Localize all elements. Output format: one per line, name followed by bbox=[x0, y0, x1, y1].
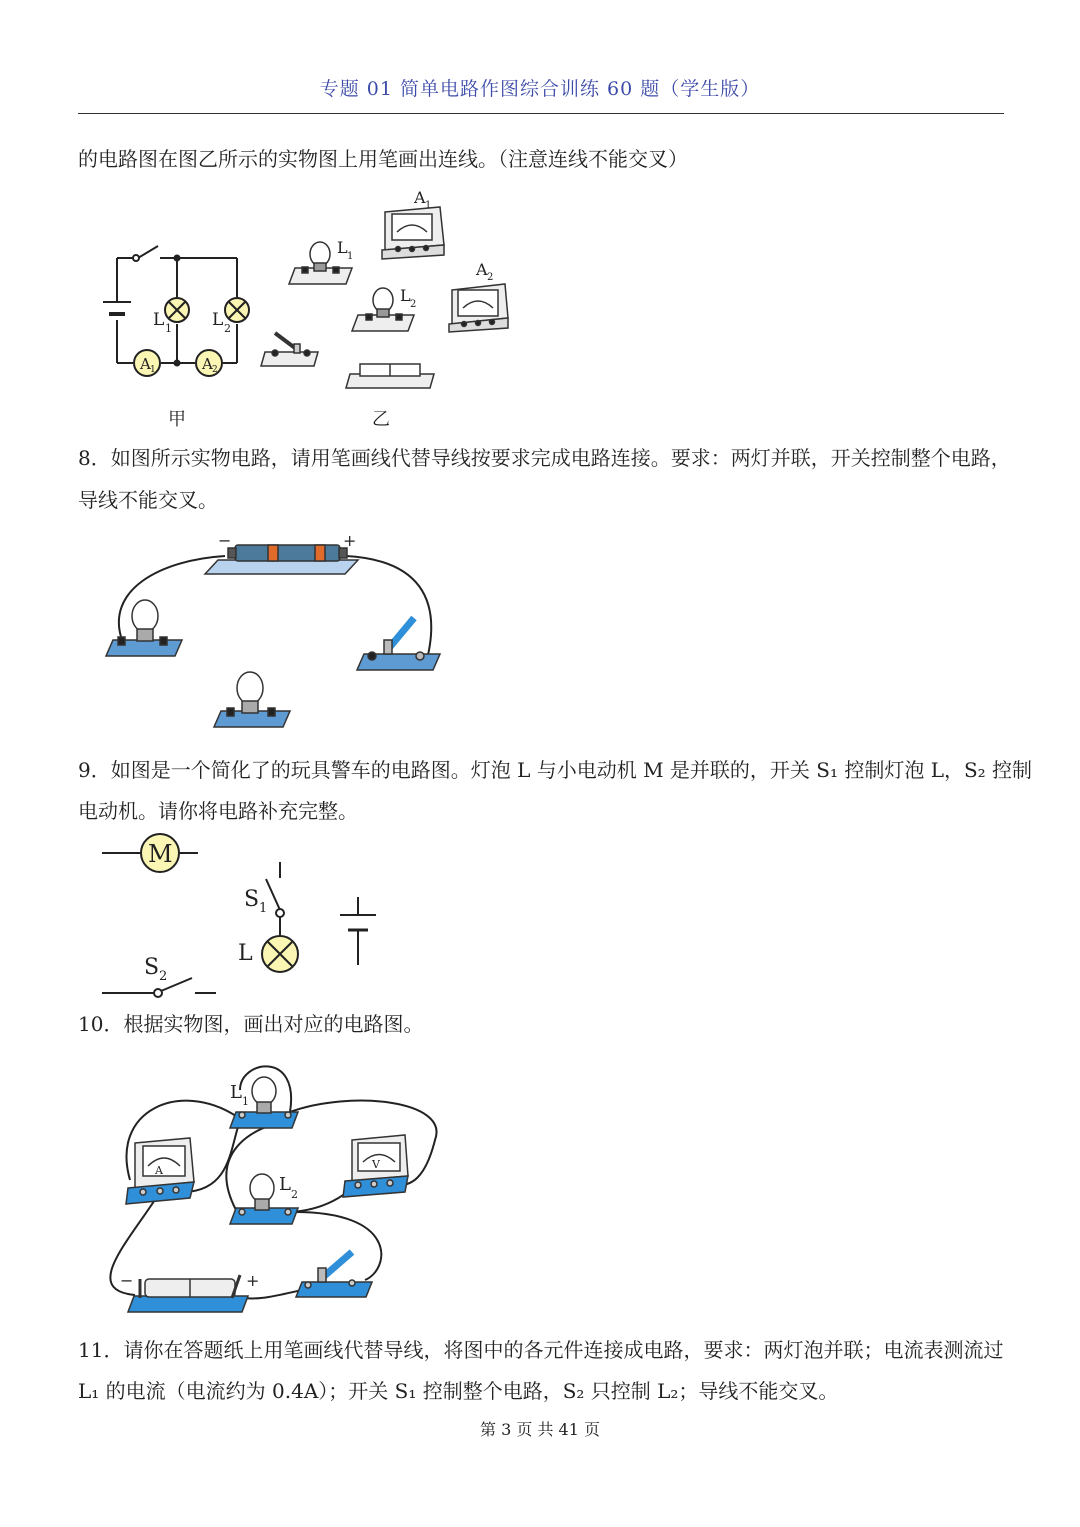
q7-text-continued: 的电路图在图乙所示的实物图上用笔画出连线。（注意连线不能交叉） bbox=[78, 147, 688, 171]
fig7-real-label-L1: L bbox=[337, 238, 348, 257]
fig7-caption-jia: 甲 bbox=[168, 409, 186, 430]
fig10-plus: + bbox=[246, 1271, 260, 1290]
fig10-label-L2: L bbox=[279, 1174, 291, 1195]
fig7-label-L2-sub: 2 bbox=[224, 322, 231, 335]
fig10-battery bbox=[128, 1275, 248, 1312]
fig7-label-L1: L bbox=[153, 310, 165, 330]
fig7-real-label-L2: L bbox=[400, 286, 411, 305]
fig10-switch bbox=[296, 1252, 372, 1297]
fig9-label-S1-sub: 1 bbox=[259, 901, 268, 916]
q8-text-line2: 导线不能交叉。 bbox=[78, 488, 218, 512]
fig7-real-label-A1-sub: 1 bbox=[425, 200, 432, 211]
fig9-motor-label: M bbox=[148, 840, 173, 868]
q11-text-line2: L₁ 的电流（电流约为 0.4A）；开关 S₁ 控制整个电路，S₂ 只控制 L₂；导线不能交叉。 bbox=[78, 1379, 839, 1403]
q11-text-line1: 11．请你在答题纸上用笔画线代替导线，将图中的各元件连接成电路，要求：两灯泡并联；电流表测流过 bbox=[78, 1338, 1004, 1362]
fig7-real-label-A2-sub: 2 bbox=[487, 272, 494, 283]
q8-text-line1: 8．如图所示实物电路，请用笔画线代替导线按要求完成电路连接。要求：两灯并联，开关控制整个电路， bbox=[78, 446, 1011, 470]
fig10-label-L1: L bbox=[230, 1082, 242, 1103]
fig7-label-A2-sub: 2 bbox=[212, 365, 218, 375]
fig9-label-S2: S bbox=[144, 955, 160, 980]
fig10-voltmeter-label: V bbox=[372, 1158, 380, 1171]
fig8-plus: + bbox=[343, 531, 357, 550]
fig9-label-S1: S bbox=[244, 887, 260, 912]
fig7-real-label-A1: A bbox=[414, 188, 426, 207]
q10-text: 10．根据实物图，画出对应的电路图。 bbox=[78, 1012, 424, 1036]
fig7-label-A1-sub: 1 bbox=[150, 365, 156, 375]
fig8-minus: − bbox=[218, 531, 232, 550]
fig9-label-L: L bbox=[238, 941, 253, 966]
page-header: 专题 01 简单电路作图综合训练 60 题（学生版） bbox=[319, 78, 761, 100]
fig7-caption-yi: 乙 bbox=[372, 409, 390, 430]
fig7-real-label-L1-sub: 1 bbox=[347, 251, 354, 262]
fig9-label-S2-sub: 2 bbox=[159, 969, 168, 984]
fig10-minus: − bbox=[120, 1271, 134, 1290]
fig7-label-A2: A bbox=[202, 355, 213, 373]
q9-text-line2: 电动机。请你将电路补充完整。 bbox=[78, 799, 358, 823]
fig7-label-A1: A bbox=[140, 355, 151, 373]
fig7-real-label-L2-sub: 2 bbox=[410, 299, 417, 310]
fig10-label-L2-sub: 2 bbox=[291, 1188, 298, 1201]
page-footer: 第 3 页 共 41 页 bbox=[480, 1420, 600, 1439]
fig10-label-L1-sub: 1 bbox=[242, 1095, 249, 1108]
fig7-label-L2: L bbox=[212, 310, 224, 330]
fig7-real-label-A2: A bbox=[476, 260, 488, 279]
fig7-label-L1-sub: 1 bbox=[165, 322, 172, 335]
fig10-ammeter-label: A bbox=[155, 1164, 163, 1177]
q9-text-line1: 9．如图是一个简化了的玩具警车的电路图。灯泡 L 与小电动机 M 是并联的，开关 S₁ 控制灯泡 L，S₂ 控制 bbox=[78, 758, 1033, 782]
